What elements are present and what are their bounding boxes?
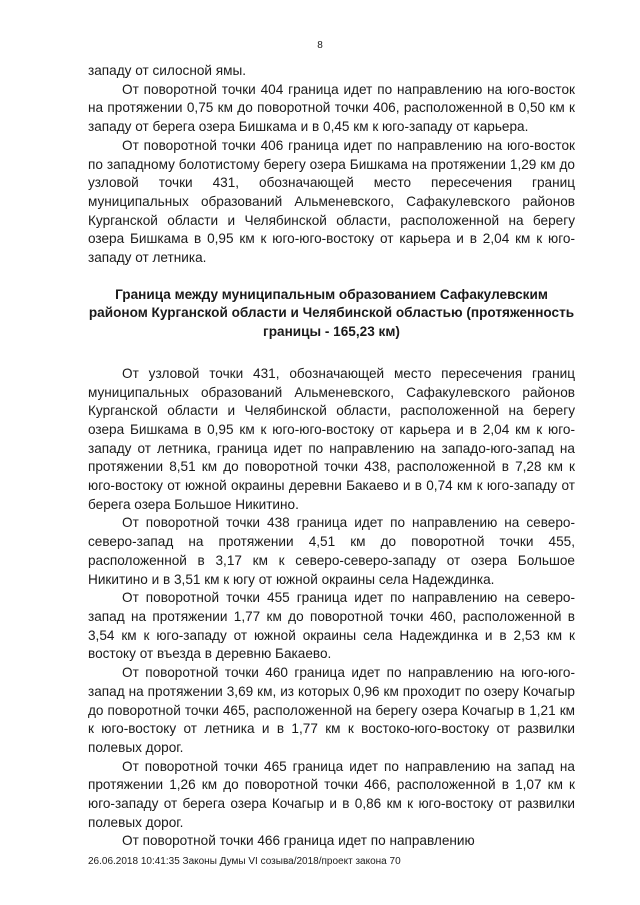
paragraph: От узловой точки 431, обозначающей место пересечения границ муниципальных образований Альменевского, Сафакулевского районов Курганской области и Челябинской области, расположенной на берегу озера Бишкама в 0,95 км к юго-юго-востоку от карьера и в 2,04 км к юго-западу от летника, граница идет по направлению на западо-юго-запад на протяжении 8,51 км до поворотной точки 438, расположенной в 7,28 км к юго-востоку от южной окраины деревни Бакаево и в 0,74 км к юго-западу от берега озера Большое Никитино. [88, 365, 575, 512]
paragraph: От поворотной точки 404 граница идет по направлению на юго-восток на протяжении 0,75 км до поворотной точки 406, расположенной в 0,50 км к западу от берега озера Бишкама и в 0,45 км к юго-западу от карьера. [88, 81, 575, 135]
document-body [88, 62, 575, 851]
paragraph: От поворотной точки 460 граница идет по направлению на юго-юго-запад на протяжении 3,69 км, из которых 0,96 км проходит по озеру Кочагыр до поворотной точки 465, расположенной на берегу озера Кочагыр в 1,21 км к юго-востоку от летника и в 1,77 км к востоко-юго-востоку от развилки полевых дорог. [88, 665, 575, 755]
page-footer: 26.06.2018 10:41:35 Законы Думы VI созыва/2018/проект закона 70 [88, 856, 401, 867]
paragraph: От поворотной точки 406 граница идет по направлению на юго-восток по западному болотистому берегу озера Бишкама на протяжении 1,29 км до узловой точки 431, обозначающей место пересечения границ муниципальных образований Альменевского, Сафакулевского районов Курганской области и Челябинской области, расположенной на берегу озера Бишкама в 0,95 км к юго-юго-востоку от карьера и в 2,04 км к юго-западу от летника. [88, 137, 575, 266]
paragraph: От поворотной точки 438 граница идет по направлению на северо-северо-запад на протяжении 4,51 км до поворотной точки 455, расположенной в 3,17 км к северо-северо-западу от озера Большое Никитино и в 3,51 км к югу от южной окраины села Надеждинка. [88, 515, 575, 587]
paragraph: От поворотной точки 455 граница идет по направлению на северо-запад на протяжении 1,77 км до поворотной точки 460, расположенной в 3,54 км к юго-западу от южной окраины села Надеждинка и в 2,53 км к востоку от въезда в деревню Бакаево. [88, 590, 575, 662]
section-heading: Граница между муниципальным образованием Сафакулевским районом Курганской области и Челябинской областью (протяженность границы - 165,23 км) [88, 286, 575, 340]
page-number: 8 [317, 40, 323, 51]
paragraph-continuation: западу от силосной ямы. [88, 63, 247, 78]
paragraph-truncated: От поворотной точки 466 граница идет по направлению [122, 833, 475, 849]
paragraph: От поворотной точки 465 граница идет по направлению на запад на протяжении 1,26 км до поворотной точки 466, расположенной в 1,07 км к юго-западу от берега озера Кочагыр и в 0,86 км к юго-востоку от развилки полевых дорог. [88, 758, 575, 830]
